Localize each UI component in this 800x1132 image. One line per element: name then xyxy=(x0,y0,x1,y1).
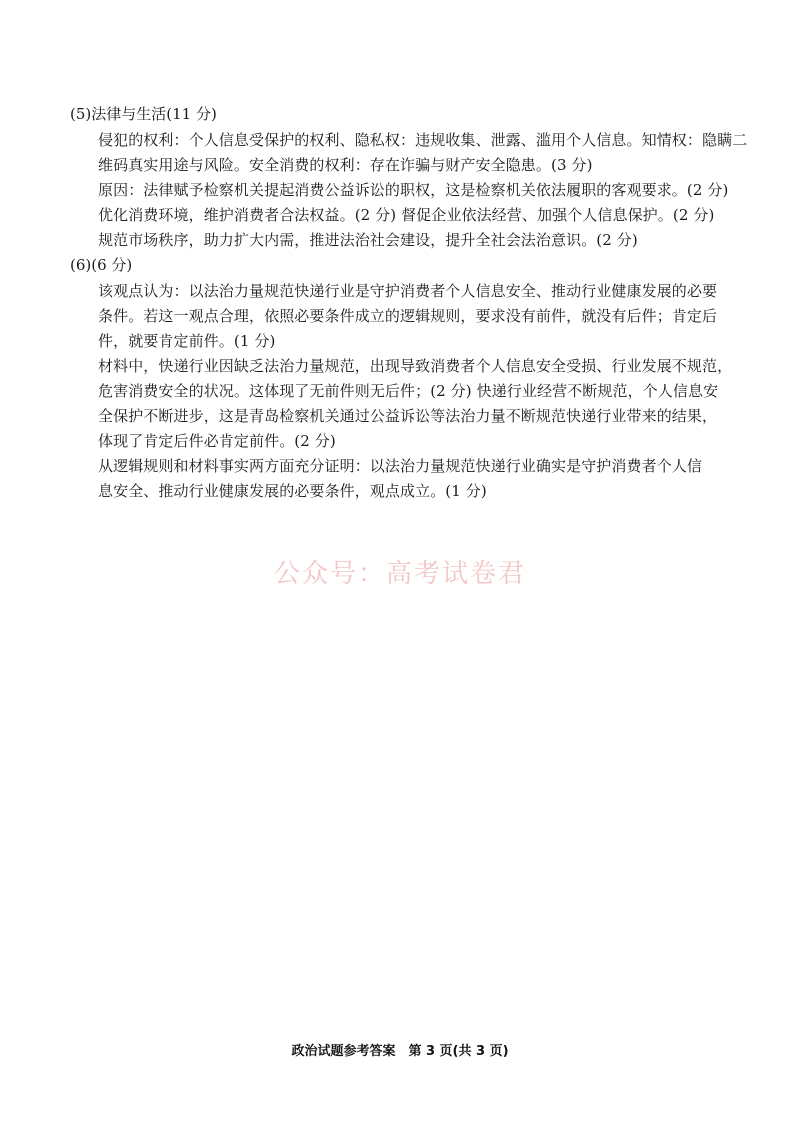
section-6-heading: (6)(6 分) xyxy=(70,256,133,274)
section-6-line: 该观点认为：以法治力量规范快递行业是守护消费者个人信息安全、推动行业健康发展的必要 xyxy=(98,282,718,300)
section-5-line: 规范市场秩序，助力扩大内需，推进法治社会建设，提升全社会法治意识。(2 分) xyxy=(98,231,638,249)
watermark: 公众号：高考试卷君 xyxy=(273,559,526,589)
page-footer: 政治试题参考答案 第 3 页(共 3 页) xyxy=(291,1044,509,1059)
section-6-line: 全保护不断进步，这是青岛检察机关通过公益诉讼等法治力量不断规范快递行业带来的结果， xyxy=(98,407,718,425)
section-5-line: 维码真实用途与风险。安全消费的权利：存在诈骗与财产安全隐患。(3 分) xyxy=(98,156,593,174)
section-6-line: 条件。若这一观点合理，依照必要条件成立的逻辑规则，要求没有前件，就没有后件；肯定后 xyxy=(98,307,718,325)
section-5-heading: (5)法律与生活(11 分) xyxy=(70,105,217,123)
section-6-line: 体现了肯定后件必肯定前件。(2 分) xyxy=(98,432,336,450)
section-6-line: 息安全、推动行业健康发展的必要条件，观点成立。(1 分) xyxy=(98,482,487,500)
section-6-line: 危害消费安全的状况。这体现了无前件则无后件；(2 分) 快递行业经营不断规范，个人信息安 xyxy=(98,382,719,400)
section-5-line: 优化消费环境，维护消费者合法权益。(2 分) 督促企业依法经营、加强个人信息保护。(2 分) xyxy=(98,206,715,224)
section-6-line: 件，就要肯定前件。(1 分) xyxy=(98,332,276,350)
section-5-line: 原因：法律赋予检察机关提起消费公益诉讼的职权，这是检察机关依法履职的客观要求。(2 分) xyxy=(98,181,729,199)
section-5-line: 侵犯的权利：个人信息受保护的权利、隐私权：违规收集、泄露、滥用个人信息。知情权：隐瞒二 xyxy=(98,131,748,149)
section-6-line: 材料中，快递行业因缺乏法治力量规范，出现导致消费者个人信息安全受损、行业发展不规范， xyxy=(98,357,733,375)
section-6-line: 从逻辑规则和材料事实两方面充分证明：以法治力量规范快递行业确实是守护消费者个人信 xyxy=(98,457,703,475)
